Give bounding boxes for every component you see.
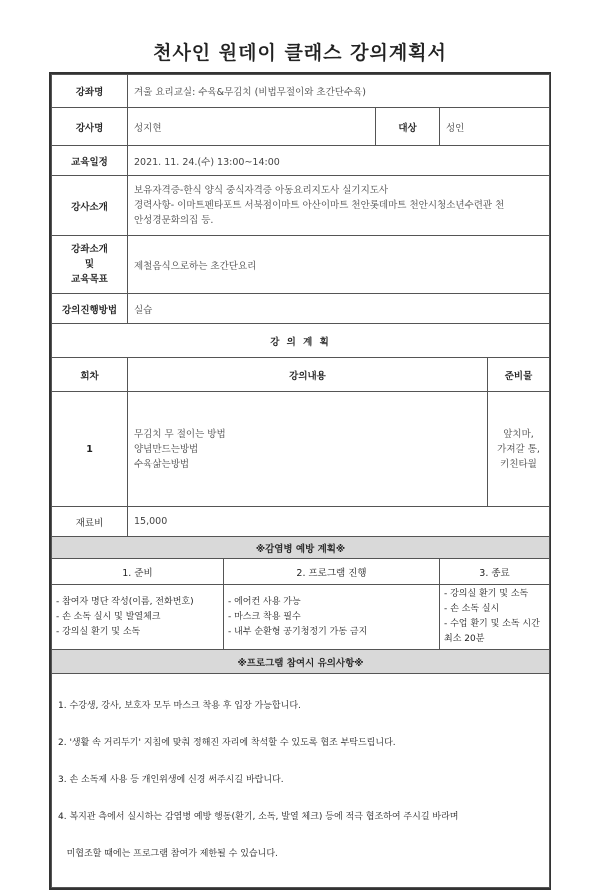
supplies-line: 가져갈 통, — [497, 443, 540, 455]
lesson-plan-form — [49, 72, 551, 890]
row-plan-session — [52, 392, 550, 507]
intro-line: 보유자격증-한식 양식 중식자격증 아동요리지도사 실기지도사 — [134, 185, 389, 196]
note-line: 4. 복지관 측에서 실시하는 감염병 예방 행동(환기, 소독, 발열 체크) 등에 적극 협조하여 주시길 바라며 — [58, 812, 459, 822]
row-instructor-intro — [52, 176, 550, 236]
prevention-col-finish: 3. 종료 — [440, 559, 550, 585]
note-line: 3. 손 소독제 사용 등 개인위생에 신경 써주시길 바랍니다. — [58, 775, 284, 785]
row-notes-heading — [52, 650, 550, 674]
row-course-name — [52, 75, 550, 108]
prevention-item: - 강의실 환기 및 소독 — [56, 626, 141, 637]
prevention-prepare-items — [52, 585, 224, 650]
schedule-label: 교육일정 — [52, 146, 128, 176]
prevention-item: - 참여자 명단 작성(이름, 전화번호) — [56, 596, 194, 607]
row-notes — [52, 674, 550, 888]
document-title: 천사인 원데이 클래스 강의계획서 — [153, 42, 447, 64]
content-line: 수육삶는방법 — [134, 458, 190, 470]
supplies-line: 앞치마, — [503, 428, 534, 440]
prevention-col-progress: 2. 프로그램 진행 — [224, 559, 440, 585]
course-name-label: 강좌명 — [52, 75, 128, 108]
row-instructor — [52, 108, 550, 146]
row-schedule — [52, 146, 550, 176]
prevention-progress-items — [224, 585, 440, 650]
prevention-item: - 수업 환기 및 소독 시간 최소 20분 — [444, 619, 540, 644]
method-label: 강의진행방법 — [52, 294, 128, 324]
row-plan-columns — [52, 358, 550, 392]
supplies-line: 키친타월 — [500, 458, 537, 470]
session-content — [128, 392, 488, 507]
fee-label: 재료비 — [52, 507, 128, 537]
instructor-label: 강사명 — [52, 108, 128, 146]
instructor-value: 성지현 — [128, 108, 376, 146]
prevention-item: - 마스크 착용 필수 — [228, 611, 301, 622]
intro-line: 경력사항- 이마트펜타포트 서북점이마트 아산이마트 천안롯데마트 천안시청소년수련관 천 — [134, 200, 505, 211]
notes-body — [52, 674, 550, 888]
instructor-intro-label: 강사소개 — [52, 176, 128, 236]
content-line: 양념만드는방법 — [134, 443, 199, 455]
note-line: 1. 수강생, 강사, 보호자 모두 마스크 착용 후 입장 가능합니다. — [58, 701, 301, 711]
target-value: 성인 — [440, 108, 550, 146]
prevention-item: - 강의실 환기 및 소독 — [444, 589, 529, 599]
session-supplies — [488, 392, 550, 507]
instructor-intro-value — [128, 176, 550, 236]
method-value: 실습 — [128, 294, 550, 324]
notes-heading: ※프로그램 참여시 유의사항※ — [52, 650, 550, 674]
course-goal-label: 강좌소개 및 교육목표 — [52, 236, 128, 294]
prevention-item: - 손 소독 실시 — [444, 604, 500, 614]
prevention-finish-items — [440, 585, 550, 650]
note-line: 미협조할 때에는 프로그램 참여가 제한될 수 있습니다. — [58, 849, 278, 859]
course-goal-value: 제철음식으로하는 초간단요리 — [128, 236, 550, 294]
row-prevention-titles — [52, 559, 550, 585]
plan-col-content: 강의내용 — [128, 358, 488, 392]
row-plan-heading — [52, 324, 550, 358]
prevention-item: - 에어컨 사용 가능 — [228, 596, 301, 607]
plan-heading: 강 의 계 획 — [52, 324, 550, 358]
schedule-value: 2021. 11. 24.(수) 13:00~14:00 — [128, 146, 550, 176]
row-method — [52, 294, 550, 324]
prevention-col-prepare: 1. 준비 — [52, 559, 224, 585]
row-prevention-heading — [52, 537, 550, 559]
target-label: 대상 — [376, 108, 440, 146]
intro-line: 안성경문화의집 등. — [134, 215, 214, 226]
content-line: 무김치 무 절이는 방법 — [134, 428, 226, 440]
row-prevention-items — [52, 585, 550, 650]
prevention-item: - 내부 순환형 공기청정기 가동 금지 — [228, 626, 368, 637]
note-line: 2. '생활 속 거리두기' 지침에 맞춰 정해진 자리에 착석할 수 있도록 협조 부탁드립니다. — [58, 738, 396, 748]
course-name-value: 겨울 요리교실: 수육&무김치 (비법무절이와 초간단수육) — [128, 75, 550, 108]
prevention-item: - 손 소독 실시 및 발열체크 — [56, 611, 161, 622]
session-number: 1 — [52, 392, 128, 507]
row-course-goal — [52, 236, 550, 294]
plan-col-supplies: 준비물 — [488, 358, 550, 392]
plan-col-session: 회차 — [52, 358, 128, 392]
prevention-heading: ※감염병 예방 계획※ — [52, 537, 550, 559]
row-fee — [52, 507, 550, 537]
fee-value: 15,000 — [128, 507, 550, 537]
